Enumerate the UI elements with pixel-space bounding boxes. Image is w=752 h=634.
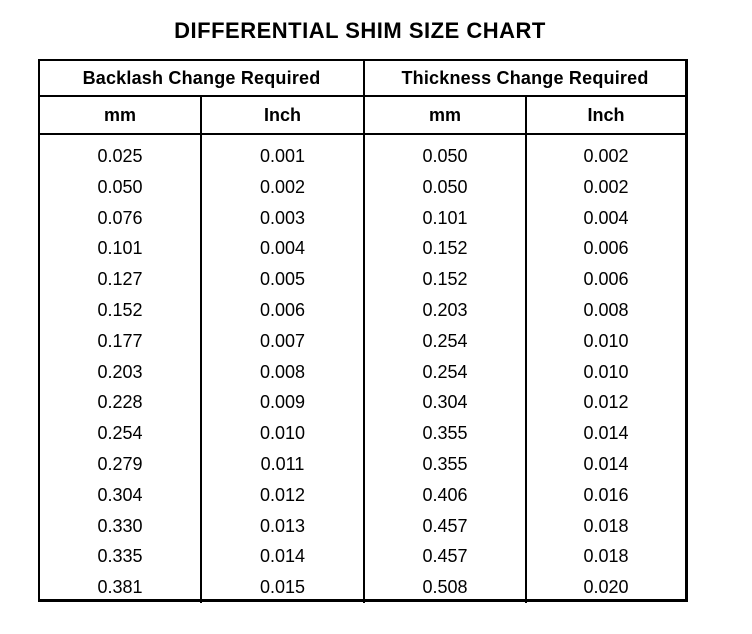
cell-thickness-mm: 0.050 [364, 172, 526, 203]
cell-thickness-inch: 0.018 [583, 546, 629, 567]
cell-thickness-inch: 0.002 [583, 176, 629, 197]
cell-thickness-mm: 0.101 [364, 203, 526, 234]
cell-backlash-mm: 0.101 [40, 233, 201, 264]
cell-thickness-inch: 0.014 [583, 453, 629, 474]
cell-thickness-inch: 0.014 [583, 423, 629, 444]
cell-thickness-mm: 0.152 [364, 264, 526, 295]
cell-backlash-inch: 0.012 [201, 480, 364, 511]
table-row [40, 295, 685, 326]
cell-thickness-inch: 0.010 [583, 330, 629, 351]
chart-title: DIFFERENTIAL SHIM SIZE CHART [174, 18, 546, 43]
group-header-thickness: Thickness Change Required [364, 61, 685, 96]
cell-backlash-mm: 0.177 [40, 326, 201, 357]
cell-backlash-inch: 0.011 [201, 449, 364, 480]
table-row [40, 134, 685, 172]
unit-header-backlash-inch: Inch [201, 96, 364, 134]
cell-backlash-mm: 0.050 [40, 172, 201, 203]
group-header-backlash: Backlash Change Required [40, 61, 364, 96]
cell-thickness-inch: 0.006 [583, 269, 629, 290]
table-row [40, 449, 685, 480]
table-row [40, 172, 685, 203]
cell-thickness-inch: 0.004 [583, 207, 629, 228]
cell-thickness-inch: 0.016 [583, 484, 629, 505]
cell-backlash-inch: 0.007 [201, 326, 364, 357]
cell-backlash-inch: 0.013 [201, 511, 364, 542]
table-row [40, 357, 685, 388]
table-row [40, 387, 685, 418]
table-row [40, 264, 685, 295]
cell-thickness-mm: 0.203 [364, 295, 526, 326]
table-row [40, 541, 685, 572]
cell-thickness-mm: 0.152 [364, 233, 526, 264]
cell-thickness-inch: 0.020 [583, 577, 629, 598]
unit-header-thickness-mm: mm [364, 96, 526, 134]
group-header-row [40, 61, 685, 96]
cell-backlash-mm: 0.304 [40, 480, 201, 511]
cell-thickness-mm: 0.457 [364, 541, 526, 572]
cell-backlash-inch: 0.004 [201, 233, 364, 264]
cell-thickness-mm: 0.406 [364, 480, 526, 511]
table-body [40, 134, 685, 603]
cell-thickness-mm: 0.457 [364, 511, 526, 542]
table-row [40, 233, 685, 264]
cell-thickness-inch: 0.012 [583, 392, 629, 413]
cell-backlash-mm: 0.203 [40, 357, 201, 388]
cell-backlash-mm: 0.254 [40, 418, 201, 449]
cell-backlash-inch: 0.006 [201, 295, 364, 326]
cell-thickness-inch: 0.018 [583, 515, 629, 536]
cell-backlash-inch: 0.009 [201, 387, 364, 418]
cell-thickness-mm: 0.304 [364, 387, 526, 418]
cell-backlash-mm: 0.152 [40, 295, 201, 326]
table-row [40, 480, 685, 511]
shim-size-table-frame [38, 59, 688, 602]
cell-thickness-mm: 0.050 [364, 134, 526, 172]
cell-backlash-mm: 0.279 [40, 449, 201, 480]
cell-thickness-mm: 0.355 [364, 449, 526, 480]
table-row [40, 572, 685, 603]
cell-backlash-inch: 0.014 [201, 541, 364, 572]
cell-thickness-mm: 0.254 [364, 326, 526, 357]
cell-backlash-mm: 0.025 [40, 134, 201, 172]
table-row [40, 418, 685, 449]
table-row [40, 326, 685, 357]
shim-size-table [40, 61, 685, 603]
cell-backlash-mm: 0.076 [40, 203, 201, 234]
cell-backlash-mm: 0.127 [40, 264, 201, 295]
cell-backlash-inch: 0.002 [201, 172, 364, 203]
cell-thickness-inch: 0.002 [583, 146, 629, 166]
cell-backlash-mm: 0.330 [40, 511, 201, 542]
cell-backlash-inch: 0.010 [201, 418, 364, 449]
table-row [40, 511, 685, 542]
cell-thickness-mm: 0.508 [364, 572, 526, 603]
cell-backlash-mm: 0.381 [40, 572, 201, 603]
unit-header-thickness-inch: Inch [526, 96, 685, 134]
cell-thickness-mm: 0.355 [364, 418, 526, 449]
unit-header-backlash-mm: mm [40, 96, 201, 134]
cell-backlash-inch: 0.001 [201, 134, 364, 172]
unit-header-row [40, 96, 685, 134]
cell-backlash-inch: 0.015 [201, 572, 364, 603]
cell-backlash-inch: 0.008 [201, 357, 364, 388]
cell-backlash-mm: 0.335 [40, 541, 201, 572]
cell-backlash-mm: 0.228 [40, 387, 201, 418]
cell-thickness-inch: 0.008 [583, 299, 629, 320]
cell-thickness-inch: 0.010 [583, 361, 629, 382]
cell-thickness-inch: 0.006 [583, 238, 629, 259]
cell-thickness-mm: 0.254 [364, 357, 526, 388]
cell-backlash-inch: 0.005 [201, 264, 364, 295]
table-row [40, 203, 685, 234]
cell-backlash-inch: 0.003 [201, 203, 364, 234]
